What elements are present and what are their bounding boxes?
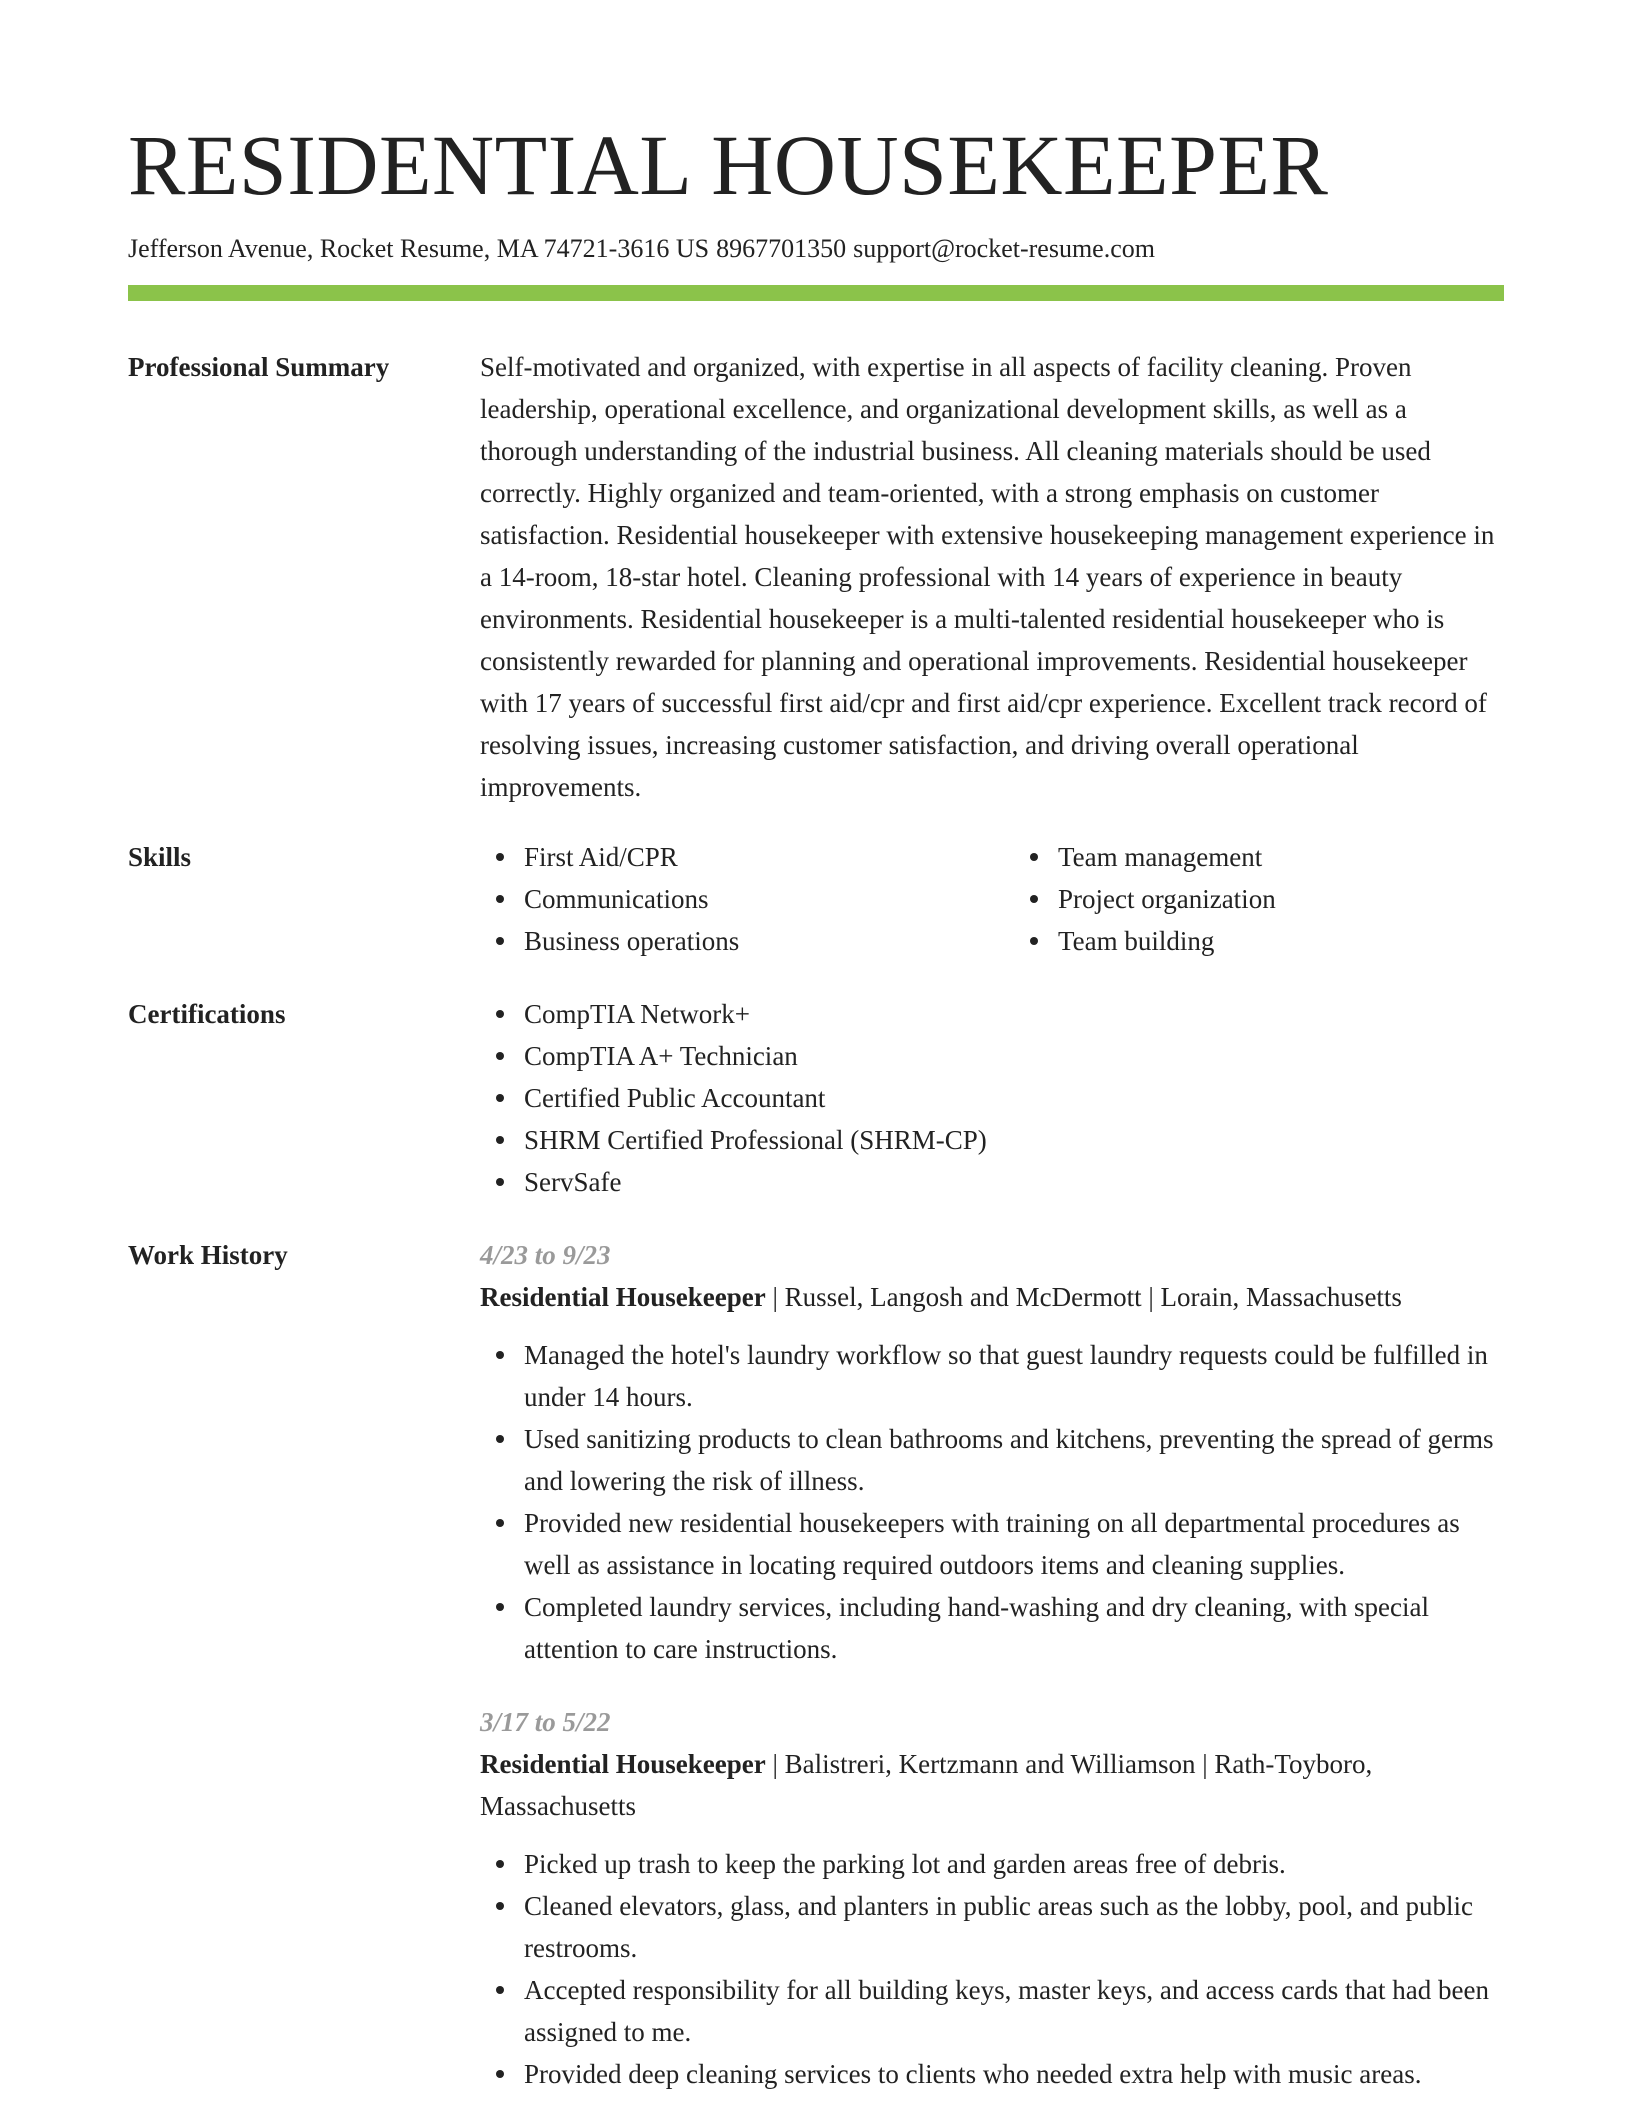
job-employer-location: | Russel, Langosh and McDermott | Lorain, Massachusetts: [765, 1282, 1402, 1312]
skills-label: Skills: [128, 842, 192, 872]
job-dates: 3/17 to 5/22: [480, 1707, 611, 1737]
contact-email: support@rocket-resume.com: [853, 234, 1155, 263]
certifications-list: [480, 993, 1504, 1203]
certification-item: Certified Public Accountant: [524, 1077, 1504, 1119]
job-duty-item: Used sanitizing products to clean bathrooms and kitchens, preventing the spread of germs and lowering the risk of illness.: [524, 1418, 1504, 1502]
certifications-label: Certifications: [128, 999, 286, 1029]
summary-body: [480, 346, 1504, 808]
job-duty-item: Provided deep cleaning services to clients who needed extra help with music areas.: [524, 2053, 1504, 2095]
job-title: Residential Housekeeper: [480, 1282, 766, 1312]
job-duty-item: Accepted responsibility for all building keys, master keys, and access cards that had been assigned to me.: [524, 1969, 1504, 2053]
skills-column-left: [480, 836, 970, 962]
job-entry: [480, 1701, 1504, 2095]
work-history-label: Work History: [128, 1240, 288, 1270]
certification-item: CompTIA Network+: [524, 993, 1504, 1035]
job-heading: [480, 1743, 1504, 1827]
summary-text: Self-motivated and organized, with expertise in all aspects of facility cleaning. Proven leadership, operational excellence, and organizational development skills, as well as a thorough understanding of the industrial business. All cleaning materials should be used correctly. Highly organized and team-oriented, with a strong emphasis on customer satisfaction. Residential housekeeper with extensive housekeeping management experience in a 14-room, 18-star hotel. Cleaning professional with 14 years of experience in beauty environments. Residential housekeeper is a multi-talented residential housekeeper who is consistently rewarded for planning and operational improvements. Residential housekeeper with 17 years of successful first aid/cpr and first aid/cpr experience. Excellent track record of resolving issues, increasing customer satisfaction, and driving overall operational improvements.: [480, 352, 1495, 802]
skill-item: Project organization: [1058, 878, 1504, 920]
skills-list: [480, 836, 1504, 962]
job-duties: [480, 1843, 1504, 2095]
resume-name: RESIDENTIAL HOUSEKEEPER: [128, 117, 1329, 213]
job-duty-item: Provided new residential housekeepers with training on all departmental procedures as well as assistance in locating required outdoors items and cleaning supplies.: [524, 1502, 1504, 1586]
contact-phone: 8967701350: [716, 234, 847, 263]
job-duty-item: Cleaned elevators, glass, and planters in public areas such as the lobby, pool, and public restrooms.: [524, 1885, 1504, 1969]
job-title: Residential Housekeeper: [480, 1749, 766, 1779]
skill-item: Team building: [1058, 920, 1504, 962]
job-entry: [480, 1234, 1504, 1670]
skill-item: Team management: [1058, 836, 1504, 878]
job-duty-item: Picked up trash to keep the parking lot and garden areas free of debris.: [524, 1843, 1504, 1885]
job-dates: 4/23 to 9/23: [480, 1240, 611, 1270]
skills-column-right: [970, 836, 1504, 962]
contact-line: [128, 231, 1155, 267]
job-employer-location: | Balistreri, Kertzmann and Williamson | Rath-Toyboro, Massachusetts: [480, 1749, 1373, 1821]
skill-item: Business operations: [524, 920, 970, 962]
certification-item: CompTIA A+ Technician: [524, 1035, 1504, 1077]
job-duty-item: Completed laundry services, including hand-washing and dry cleaning, with special attention to care instructions.: [524, 1586, 1504, 1670]
job-duties: [480, 1334, 1504, 1670]
summary-label: Professional Summary: [128, 352, 390, 382]
header-divider: [128, 285, 1504, 301]
contact-address: Jefferson Avenue, Rocket Resume, MA 74721-3616 US: [128, 234, 710, 263]
work-history-body: [480, 1234, 1504, 2095]
certification-item: ServSafe: [524, 1161, 1504, 1203]
skill-item: Communications: [524, 878, 970, 920]
job-duty-item: Managed the hotel's laundry workflow so that guest laundry requests could be fulfilled in under 14 hours.: [524, 1334, 1504, 1418]
skill-item: First Aid/CPR: [524, 836, 970, 878]
job-heading: [480, 1276, 1504, 1318]
certifications-body: [480, 993, 1504, 1203]
certification-item: SHRM Certified Professional (SHRM-CP): [524, 1119, 1504, 1161]
